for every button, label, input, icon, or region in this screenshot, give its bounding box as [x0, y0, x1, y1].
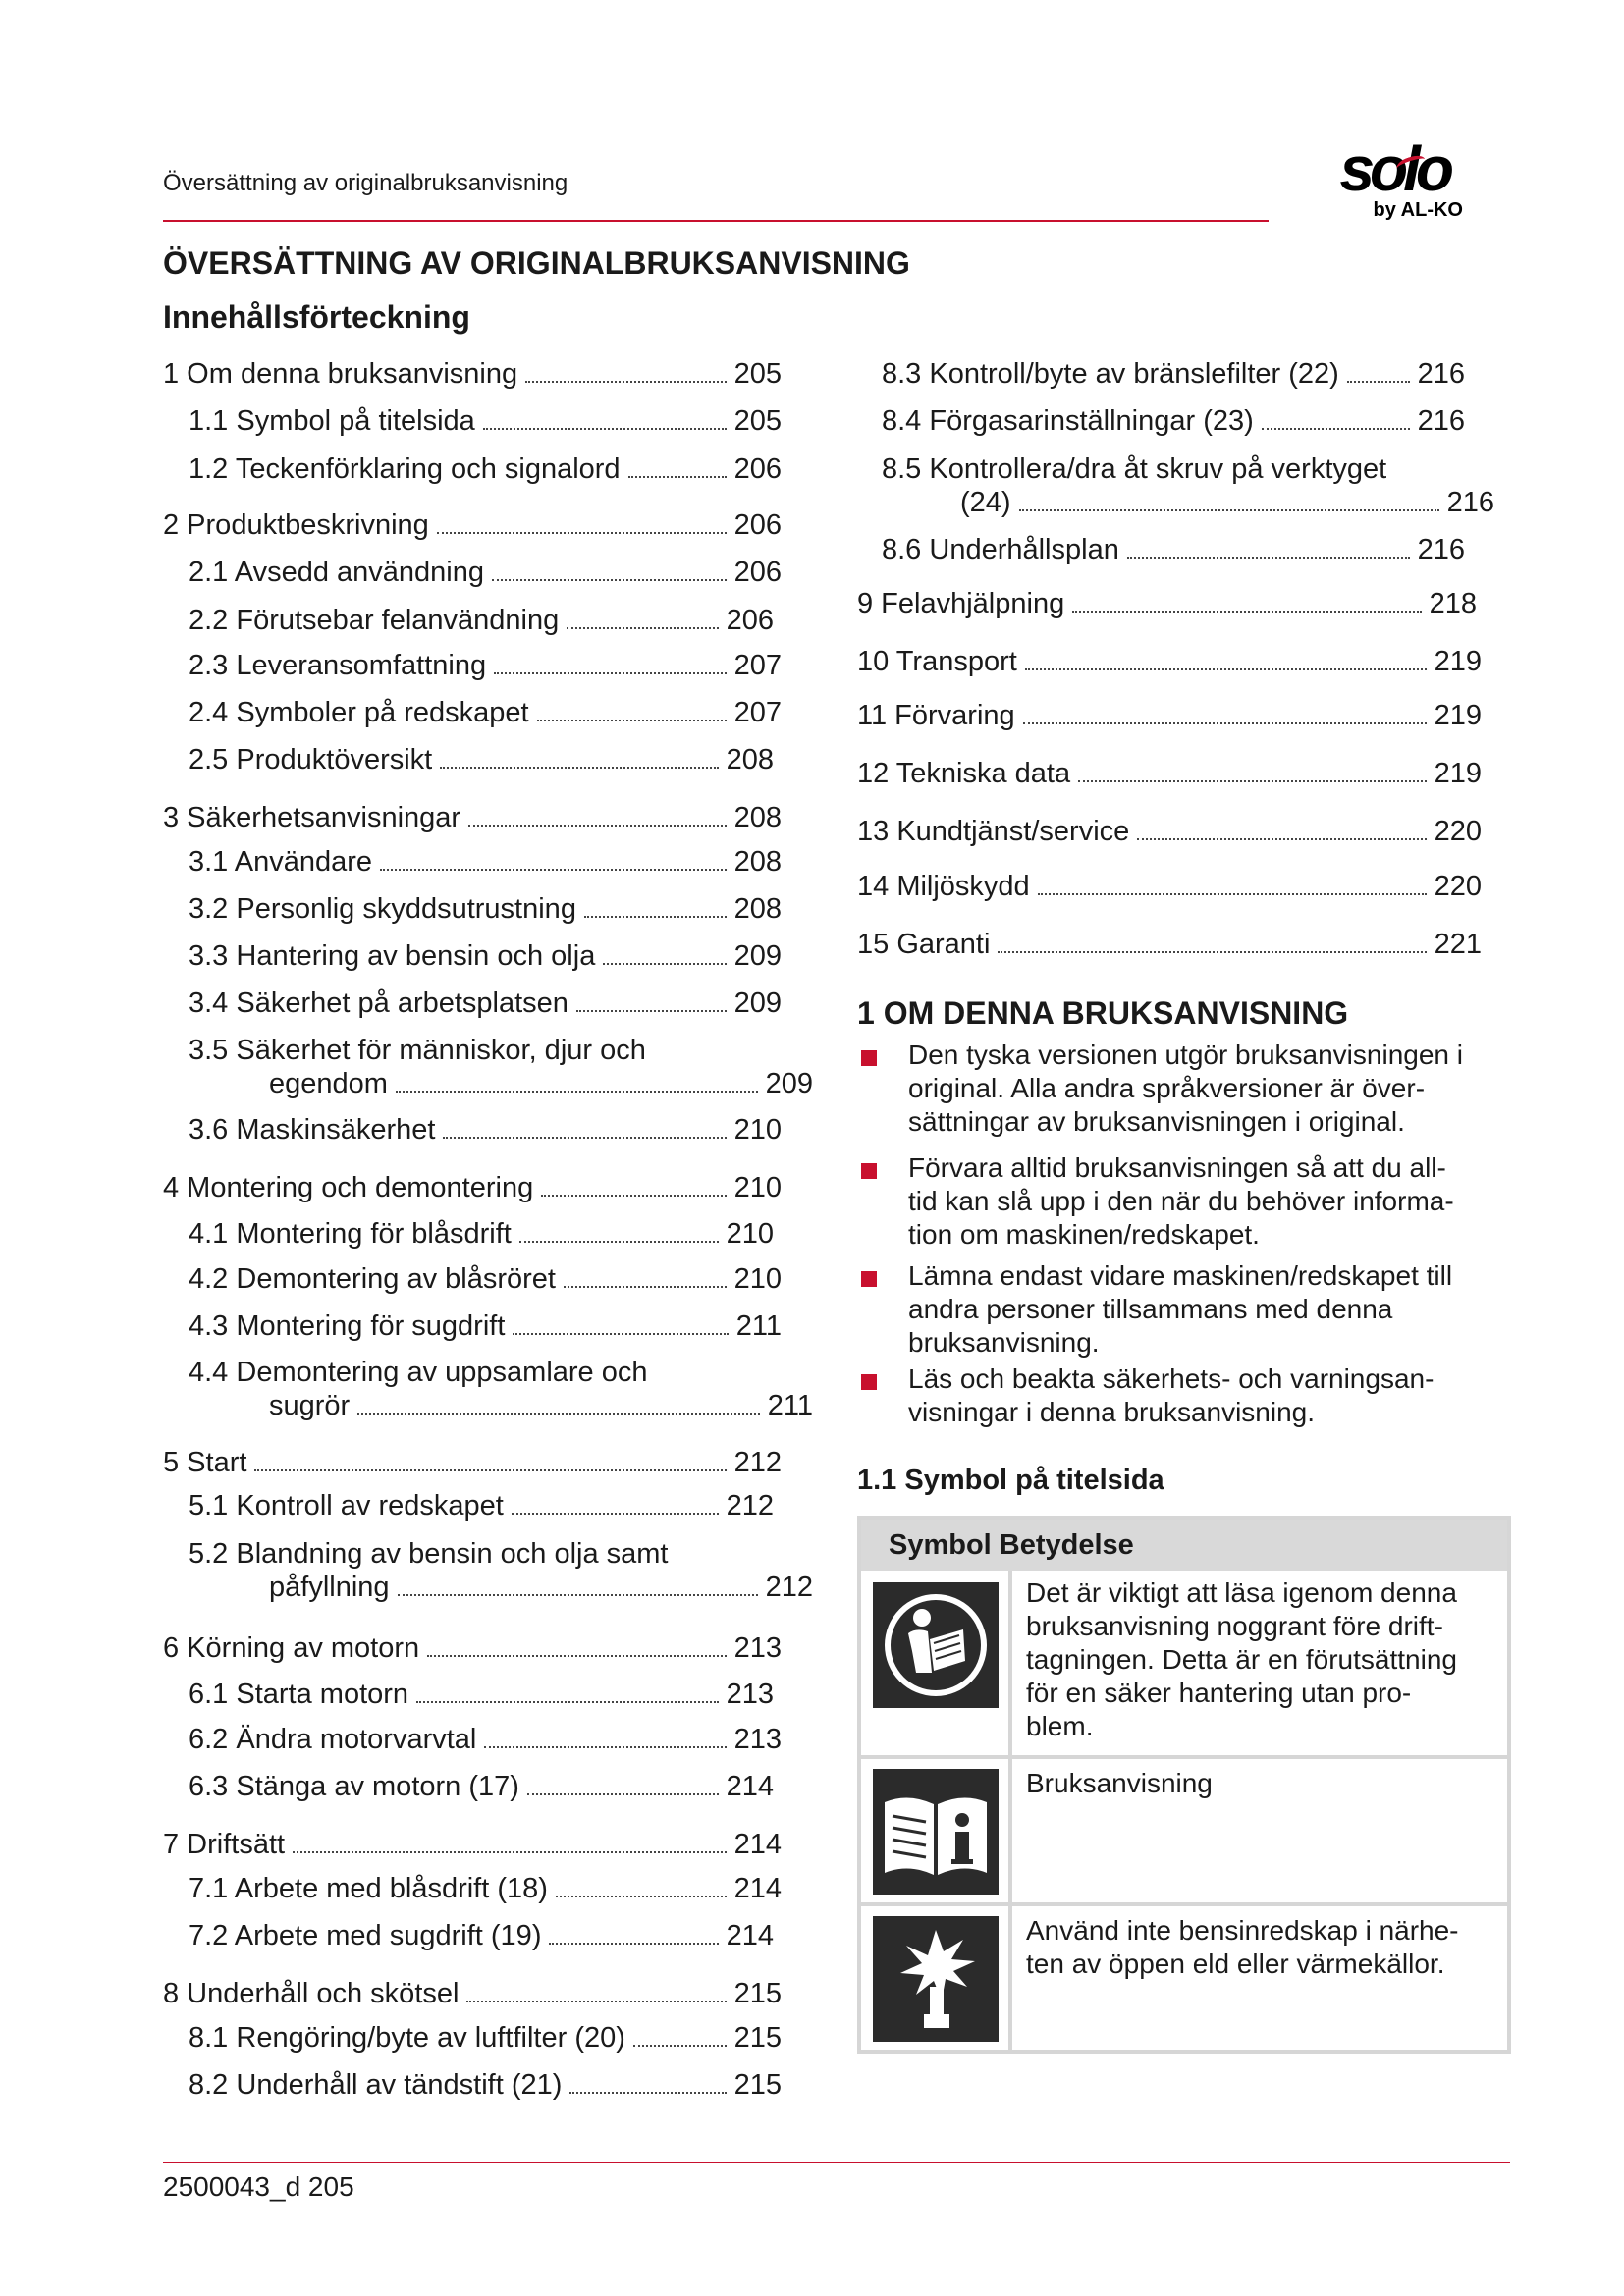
toc-entry[interactable]	[189, 1919, 774, 1952]
toc-dot-leader	[494, 672, 727, 674]
toc-entry-page: 213	[733, 1724, 782, 1755]
bullet-item	[908, 1151, 1517, 1252]
toc-entry[interactable]	[189, 1489, 774, 1522]
table-row-divider	[861, 1902, 1507, 1906]
bullet-item	[908, 1259, 1517, 1360]
toc-entry[interactable]	[189, 845, 782, 879]
toc-entry-page: 210	[733, 1172, 782, 1203]
toc-entry-page: 207	[733, 697, 782, 728]
bullet-item-line: bruksanvisning.	[908, 1327, 1100, 1358]
toc-entry[interactable]	[189, 556, 782, 589]
bullet-marker-icon	[861, 1271, 877, 1287]
toc-entry-title: 6 Körning av motorn	[163, 1632, 420, 1664]
toc-entry-title: 4.3 Montering för sugdrift	[189, 1310, 506, 1342]
toc-entry-page: 206	[733, 509, 782, 541]
solo-logo	[1306, 133, 1471, 228]
toc-entry-page: 209	[765, 1068, 813, 1099]
toc-entry[interactable]	[269, 1389, 813, 1422]
toc-entry-title: 7.1 Arbete med blåsdrift (18)	[189, 1873, 548, 1904]
toc-entry[interactable]	[163, 357, 782, 391]
toc-entry-page: 208	[726, 744, 774, 775]
toc-dot-leader	[1072, 611, 1421, 613]
toc-entry-title: 4 Montering och demontering	[163, 1172, 534, 1203]
toc-entry[interactable]	[189, 1678, 774, 1711]
toc-entry-page: 212	[726, 1490, 774, 1522]
toc-dot-leader	[556, 1896, 727, 1897]
toc-dot-leader	[484, 1746, 726, 1748]
toc-entry-page: 213	[726, 1679, 774, 1710]
toc-entry[interactable]	[269, 1067, 813, 1100]
toc-dot-leader	[427, 1655, 726, 1657]
toc-entry[interactable]	[189, 1113, 782, 1147]
toc-dot-leader	[628, 476, 727, 478]
bullet-item	[908, 1039, 1517, 1139]
toc-dot-leader	[633, 2045, 727, 2047]
toc-entry-page: 210	[726, 1218, 774, 1250]
toc-entry[interactable]	[189, 892, 782, 926]
toc-entry-page: 213	[733, 1632, 782, 1664]
toc-entry-page: 207	[733, 650, 782, 681]
toc-dot-leader	[398, 1594, 758, 1596]
toc-entry-title: 7.2 Arbete med sugdrift (19)	[189, 1920, 542, 1951]
toc-dot-leader	[1019, 509, 1439, 511]
toc-entry-page: 210	[733, 1114, 782, 1146]
toc-entry-page: 219	[1434, 646, 1482, 677]
toc-entry-title: 13 Kundtjänst/service	[857, 816, 1130, 847]
toc-dot-leader	[519, 1241, 719, 1243]
symbol-table	[857, 1516, 1511, 2054]
toc-dot-leader	[468, 825, 727, 827]
toc-entry-title-cont: påfyllning	[269, 1572, 390, 1603]
toc-entry[interactable]	[857, 645, 1482, 678]
manual-info-icon	[873, 1769, 999, 1895]
toc-entry[interactable]	[163, 1828, 782, 1861]
bullet-item-line: original. Alla andra språkversioner är över-	[908, 1073, 1426, 1103]
toc-entry-title: 2.5 Produktöversikt	[189, 744, 433, 775]
toc-dot-leader	[1025, 668, 1427, 670]
toc-entry-page: 206	[733, 454, 782, 485]
bullet-marker-icon	[861, 1163, 877, 1179]
toc-entry-page: 208	[733, 893, 782, 925]
bullet-item-line: Förvara alltid bruksanvisningen så att du all-	[908, 1152, 1446, 1183]
toc-entry-page: 215	[733, 1978, 782, 2009]
section-1-1-heading: 1.1 Symbol på titelsida	[857, 1465, 1164, 1496]
toc-entry-page: 218	[1429, 588, 1477, 619]
toc-dot-leader	[357, 1413, 760, 1415]
toc-entry-title: 11 Förvaring	[857, 700, 1015, 731]
toc-dot-leader	[537, 720, 727, 721]
header-divider	[163, 220, 1269, 222]
toc-dot-leader	[525, 381, 727, 383]
toc-entry-page: 208	[733, 802, 782, 833]
toc-entry-page: 214	[726, 1920, 774, 1951]
toc-entry-page: 215	[733, 2069, 782, 2101]
toc-entry-page: 206	[733, 557, 782, 588]
toc-dot-leader	[1262, 428, 1410, 430]
toc-dot-leader	[492, 579, 727, 581]
toc-dot-leader	[998, 951, 1426, 953]
toc-entry[interactable]	[189, 604, 774, 637]
toc-entry-title: 3.4 Säkerhet på arbetsplatsen	[189, 988, 568, 1019]
toc-dot-leader	[396, 1091, 758, 1093]
toc-entry-page: 214	[733, 1829, 782, 1860]
toc-entry[interactable]	[857, 815, 1482, 848]
bullet-item-line: tion om maskinen/redskapet.	[908, 1219, 1260, 1250]
toc-entry-title[interactable]: 3.5 Säkerhet för människor, djur och	[189, 1035, 646, 1066]
toc-entry[interactable]	[882, 357, 1465, 391]
toc-entry[interactable]	[882, 404, 1465, 438]
toc-entry[interactable]	[189, 1309, 782, 1343]
toc-entry-title-cont: sugrör	[269, 1390, 351, 1421]
toc-entry-page: 209	[733, 988, 782, 1019]
toc-entry-page: 205	[733, 405, 782, 437]
bullet-marker-icon	[861, 1374, 877, 1390]
toc-dot-leader	[293, 1851, 727, 1853]
toc-entry-title: 6.1 Starta motorn	[189, 1679, 409, 1710]
toc-entry[interactable]	[857, 757, 1482, 790]
toc-entry[interactable]	[189, 649, 782, 682]
toc-entry-title: 1.1 Symbol på titelsida	[189, 405, 475, 437]
toc-entry-title: 4.1 Montering för blåsdrift	[189, 1218, 512, 1250]
toc-entry-title: 9 Felavhjälpning	[857, 588, 1065, 619]
bullet-item-line: tid kan slå upp i den när du behöver informa-	[908, 1186, 1454, 1216]
toc-entry-page: 212	[765, 1572, 813, 1603]
toc-entry-title: 8.1 Rengöring/byte av luftfilter (20)	[189, 2022, 625, 2054]
toc-entry[interactable]	[857, 870, 1482, 903]
table-column-divider	[1008, 1571, 1012, 2054]
toc-entry-page: 214	[726, 1771, 774, 1802]
toc-entry-page: 219	[1434, 758, 1482, 789]
toc-entry-page: 215	[733, 2022, 782, 2054]
toc-entry[interactable]	[189, 696, 782, 729]
bullet-item-line: visningar i denna bruksanvisning.	[908, 1397, 1316, 1427]
toc-entry-title: 2.1 Avsedd användning	[189, 557, 485, 588]
toc-dot-leader	[440, 767, 718, 769]
toc-entry-page: 211	[735, 1310, 782, 1342]
toc-entry-page: 216	[1417, 405, 1465, 437]
symbol-meaning-line: Det är viktigt att läsa igenom denna	[1026, 1577, 1457, 1608]
toc-entry[interactable]	[857, 587, 1477, 620]
toc-entry-title: 3.1 Användare	[189, 846, 373, 878]
toc-entry[interactable]	[163, 801, 782, 834]
toc-dot-leader	[1127, 557, 1410, 559]
toc-dot-leader	[380, 869, 727, 871]
toc-entry[interactable]	[189, 404, 782, 438]
toc-entry[interactable]	[189, 987, 782, 1020]
symbol-meaning-cell	[1026, 1914, 1497, 1981]
toc-dot-leader	[549, 1943, 718, 1945]
no-open-flame-icon	[873, 1916, 999, 2042]
toc-entry-title: 14 Miljöskydd	[857, 871, 1030, 902]
toc-dot-leader	[513, 1333, 728, 1335]
toc-entry-page: 214	[733, 1873, 782, 1904]
toc-entry[interactable]	[189, 1217, 774, 1251]
bullet-marker-icon	[861, 1050, 877, 1066]
toc-entry[interactable]	[189, 2021, 782, 2055]
toc-entry[interactable]	[189, 1262, 782, 1296]
toc-entry-title[interactable]: 5.2 Blandning av bensin och olja samt	[189, 1538, 669, 1570]
toc-entry-title: 2.3 Leveransomfattning	[189, 650, 487, 681]
document-title: ÖVERSÄTTNING AV ORIGINALBRUKSANVISNING	[163, 245, 910, 281]
toc-entry-title: 5.1 Kontroll av redskapet	[189, 1490, 504, 1522]
toc-dot-leader	[254, 1469, 726, 1471]
toc-entry-page: 216	[1417, 534, 1465, 565]
toc-dot-leader	[483, 428, 727, 430]
toc-entry-title: 1.2 Teckenförklaring och signalord	[189, 454, 621, 485]
toc-dot-leader	[527, 1793, 719, 1795]
toc-entry-title: 4.2 Demontering av blåsröret	[189, 1263, 556, 1295]
bullet-item-line: Läs och beakta säkerhets- och varningsan-	[908, 1363, 1435, 1394]
toc-entry[interactable]	[163, 508, 782, 542]
table-row-divider	[861, 1755, 1507, 1759]
toc-dot-leader	[443, 1137, 726, 1139]
toc-entry-title: 5 Start	[163, 1447, 247, 1478]
bullet-item-line: Lämna endast vidare maskinen/redskapet till	[908, 1260, 1453, 1291]
toc-entry-title: 8.3 Kontroll/byte av bränslefilter (22)	[882, 358, 1339, 390]
toc-entry[interactable]	[163, 1446, 782, 1479]
toc-entry-title: 12 Tekniska data	[857, 758, 1071, 789]
toc-entry-title: 3.2 Personlig skyddsutrustning	[189, 893, 576, 925]
toc-entry[interactable]	[189, 453, 782, 486]
toc-entry-page: 210	[733, 1263, 782, 1295]
toc-entry-title: 8.2 Underhåll av tändstift (21)	[189, 2069, 563, 2101]
bullet-item-line: sättningar av bruksanvisningen i original.	[908, 1106, 1405, 1137]
toc-entry[interactable]	[857, 699, 1482, 732]
toc-entry-title[interactable]: 4.4 Demontering av uppsamlare och	[189, 1357, 648, 1388]
toc-entry[interactable]	[163, 1631, 782, 1665]
toc-entry-page: 208	[733, 846, 782, 878]
bullet-item-line: andra personer tillsammans med denna	[908, 1294, 1393, 1324]
toc-entry-title: 7 Driftsätt	[163, 1829, 286, 1860]
toc-entry[interactable]	[163, 1171, 782, 1204]
toc-dot-leader	[567, 627, 718, 629]
toc-dot-leader	[564, 1286, 727, 1288]
symbol-meaning-cell	[1026, 1767, 1497, 1800]
toc-entry-page: 219	[1434, 700, 1482, 731]
footer-doc-code: 2500043_d 205	[163, 2171, 354, 2202]
toc-dot-leader	[1137, 838, 1426, 840]
read-manual-icon	[873, 1582, 999, 1708]
symbol-meaning-line: tagningen. Detta är en förutsättning	[1026, 1644, 1457, 1675]
toc-entry-title: 3 Säkerhetsanvisningar	[163, 802, 461, 833]
toc-entry-title-cont: (24)	[960, 487, 1011, 518]
toc-dot-leader	[437, 532, 727, 534]
toc-dot-leader	[1038, 893, 1427, 895]
toc-entry-title: 2.2 Förutsebar felanvändning	[189, 605, 560, 636]
toc-dot-leader	[584, 916, 727, 918]
toc-entry[interactable]	[960, 486, 1494, 519]
toc-entry-title: 6.2 Ändra motorvarvtal	[189, 1724, 477, 1755]
toc-entry-page: 216	[1446, 487, 1494, 518]
toc-entry[interactable]	[189, 939, 782, 973]
toc-entry[interactable]	[189, 1872, 782, 1905]
symbol-meaning-line: blem.	[1026, 1711, 1094, 1741]
toc-entry-title: 8.6 Underhållsplan	[882, 534, 1119, 565]
symbol-meaning-line: Använd inte bensinredskap i närhe-	[1026, 1915, 1459, 1946]
toc-dot-leader	[416, 1701, 719, 1703]
toc-entry-title: 1 Om denna bruksanvisning	[163, 358, 518, 390]
symbol-meaning-line: ten av öppen eld eller värmekällor.	[1026, 1949, 1445, 1979]
toc-dot-leader	[1347, 381, 1410, 383]
toc-entry-page: 220	[1434, 871, 1482, 902]
symbol-table-header-label: Symbol Betydelse	[889, 1529, 1134, 1561]
toc-dot-leader	[1078, 780, 1426, 782]
symbol-meaning-cell	[1026, 1576, 1497, 1743]
toc-entry[interactable]	[857, 928, 1482, 961]
toc-entry-page: 212	[733, 1447, 782, 1478]
toc-entry[interactable]	[882, 533, 1465, 566]
toc-entry-page: 216	[1417, 358, 1465, 390]
toc-entry[interactable]	[189, 1723, 782, 1756]
toc-entry-title: 8.4 Förgasarinställningar (23)	[882, 405, 1254, 437]
toc-entry-page: 211	[767, 1390, 813, 1421]
symbol-meaning-line: Bruksanvisning	[1026, 1768, 1213, 1798]
running-header-title: Översättning av originalbruksanvisning	[163, 170, 568, 196]
toc-dot-leader	[466, 2001, 726, 2002]
toc-dot-leader	[1023, 722, 1427, 724]
toc-entry-title: 2.4 Symboler på redskapet	[189, 697, 529, 728]
toc-entry-page: 206	[726, 605, 774, 636]
symbol-table-header	[861, 1520, 1507, 1571]
toc-entry[interactable]	[269, 1571, 813, 1604]
toc-heading: Innehållsförteckning	[163, 299, 470, 335]
toc-entry[interactable]	[189, 2068, 782, 2102]
logo-wordmark: solo	[1339, 133, 1449, 204]
symbol-meaning-line: för en säker hantering utan pro-	[1026, 1678, 1412, 1708]
bullet-item	[908, 1362, 1517, 1429]
toc-entry-title: 6.3 Stänga av motorn (17)	[189, 1771, 519, 1802]
toc-entry-page: 205	[733, 358, 782, 390]
toc-entry-title: 15 Garanti	[857, 929, 991, 960]
toc-entry-title: 2 Produktbeskrivning	[163, 509, 429, 541]
toc-entry-page: 221	[1434, 929, 1482, 960]
toc-dot-leader	[569, 2092, 726, 2094]
toc-entry-title-cont: egendom	[269, 1068, 388, 1099]
toc-entry-title: 3.6 Maskinsäkerhet	[189, 1114, 436, 1146]
logo-byline: by AL-KO	[1373, 199, 1463, 221]
toc-entry[interactable]	[189, 1770, 774, 1803]
toc-entry[interactable]	[163, 1977, 782, 2010]
toc-dot-leader	[541, 1195, 726, 1197]
toc-dot-leader	[512, 1513, 719, 1515]
footer-divider	[163, 2162, 1510, 2163]
toc-dot-leader	[603, 963, 726, 965]
toc-entry-title: 8 Underhåll och skötsel	[163, 1978, 460, 2009]
toc-entry[interactable]	[189, 743, 774, 776]
toc-entry-title[interactable]: 8.5 Kontrollera/dra åt skruv på verktyget	[882, 454, 1387, 485]
toc-dot-leader	[576, 1010, 727, 1012]
bullet-item-line: Den tyska versionen utgör bruksanvisningen i	[908, 1040, 1463, 1070]
toc-entry-page: 209	[733, 940, 782, 972]
toc-entry-page: 220	[1434, 816, 1482, 847]
symbol-meaning-line: bruksanvisning noggrant före drift-	[1026, 1611, 1443, 1641]
section-1-heading: 1 OM DENNA BRUKSANVISNING	[857, 995, 1349, 1031]
toc-entry-title: 3.3 Hantering av bensin och olja	[189, 940, 596, 972]
toc-entry-title: 10 Transport	[857, 646, 1017, 677]
